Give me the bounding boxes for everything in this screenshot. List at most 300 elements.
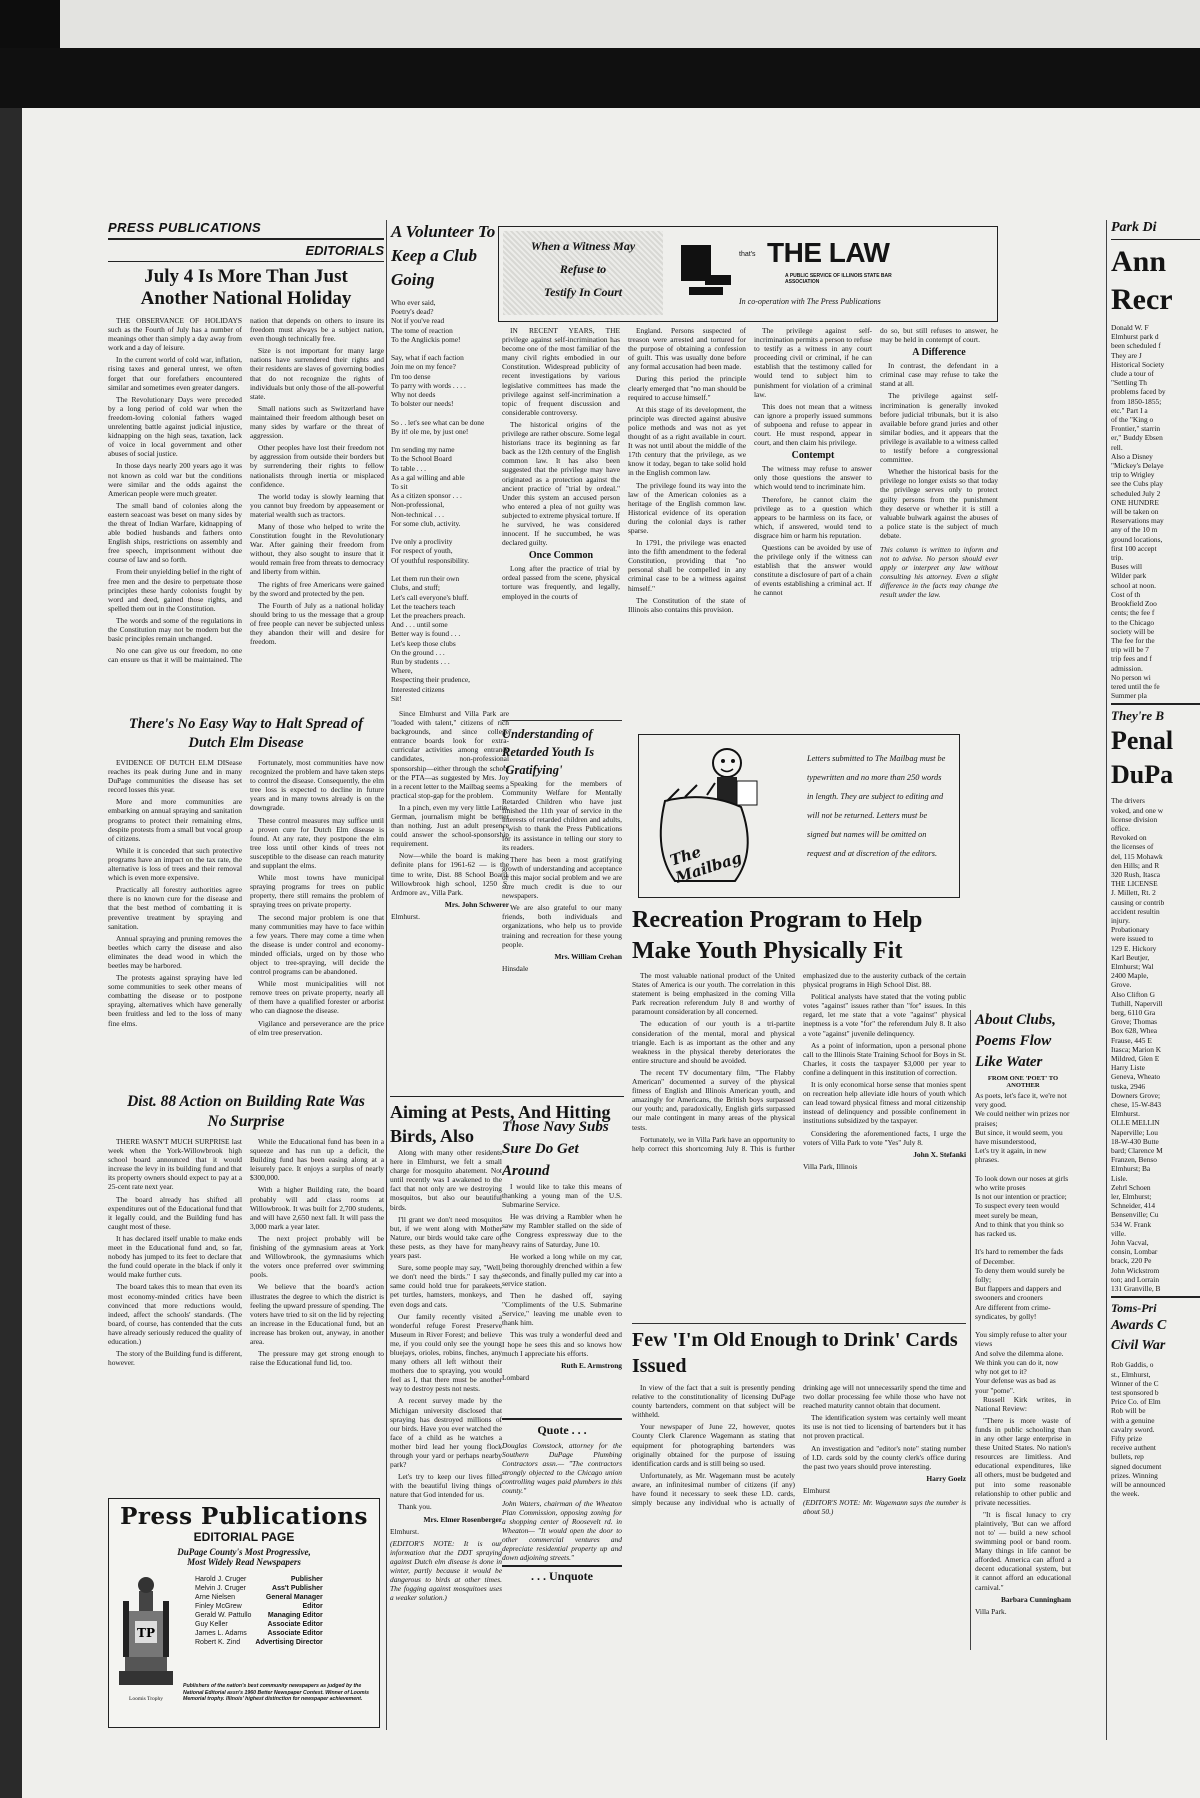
headline-retarded: Understanding of Retarded Youth Is 'Gratifying' — [502, 727, 595, 777]
paragraph: He worked a long while on my car, being thoroughly drenched within a few seconds, and finally pulled my car into a service station. — [502, 1251, 622, 1288]
text-line: 131 Granville, B — [1111, 1284, 1161, 1294]
paragraph: These control measures may suffice until a proven cure for Dutch Elm disease is found. At any rate, they postpone the elm tree loss until other kinds of trees not susceptible to the disease can reach maturity and supplant the elms. — [250, 815, 384, 871]
law-header-left — [503, 231, 663, 315]
text-line: 129 E. Hickory — [1111, 943, 1157, 953]
text-line: Interested citizens — [391, 684, 445, 694]
right-big-head: Awards C — [1111, 1318, 1167, 1334]
paragraph: A recent survey made by the Michigan university disclosed that spraying has destroyed millions of our birds. Have you ever watched the face of a child as he watches a mother bird lead her young flock through your yard or perhaps nearby park? — [390, 1396, 502, 1470]
text-line: Lisle. — [1111, 1173, 1128, 1183]
text-line: Historical Society — [1111, 359, 1165, 369]
right-text-1 — [1111, 323, 1200, 700]
text-line: will be taken on — [1111, 507, 1159, 517]
text-line: Who ever said, — [391, 298, 436, 307]
quote-label: Quote . . . — [537, 1423, 587, 1437]
mailbag-icon — [645, 741, 765, 891]
paragraph: The protests against spraying have led some communities to seek other means of combatting the disease or to postpone spraying, alternatives which have generally been fruitless and led to the loss of many fine elms. — [108, 973, 242, 1028]
divider — [108, 238, 384, 240]
paragraph: During this period the principle clearly emerged that "no man should be required to accuse himself." — [628, 374, 746, 402]
svg-text:TP: TP — [137, 1626, 155, 1640]
text-line: ONE HUNDRE — [1111, 497, 1159, 507]
text-line: To the Anglickis pome! — [391, 334, 461, 344]
text-line: test sponsored b — [1111, 1387, 1159, 1397]
text-line: etc." Part I a — [1111, 405, 1148, 415]
paragraph: This does not mean that a witness can ignore a properly issued summons of subpoena and refuse to appear in court. He must respond, appear in court, and then claim his privilege. — [754, 401, 872, 448]
text-line: Price Co. of Elm — [1111, 1397, 1161, 1407]
subhead-contempt: Contempt — [791, 450, 835, 462]
text-line: tuska, 2946 — [1111, 1081, 1146, 1091]
text-line: see the Cubs play — [1111, 479, 1163, 489]
paragraph: Annual spraying and pruning removes the beetles which carry the disease and also eliminates the dead wood in which the beetles may be harbored. — [108, 933, 242, 970]
elm-body — [108, 758, 384, 1088]
headline-july4: July 4 Is More Than Just Another National Holiday — [140, 266, 352, 309]
paragraph: The Constitution of the state of Illinois also contains this provision. — [628, 595, 746, 614]
headline-recreation: Recreation Program to Help Make Youth Physically Fit — [632, 907, 923, 964]
text-line: On the ground . . . — [391, 647, 445, 657]
law-header-line: Refuse to — [559, 262, 607, 276]
paragraph: The privilege against self-incrimination permits a person to refuse to testify as a witness in any court proceeding civil or criminal, if he can establish that the testimony called for would tend to subject him to punishment for violation of a criminal law. — [754, 326, 872, 399]
aiming-body — [390, 1148, 502, 1708]
text-line: Better way is found . . . — [391, 629, 461, 639]
text-line — [975, 1165, 1071, 1174]
staff-row — [193, 1629, 325, 1638]
paragraph: From their unyielding belief in the right of free men and the desire to perpetuate those principles these hardy colonists fought by word and deed, gained those rights, and spelled them out in the Constitution. — [108, 567, 242, 613]
mailbag-label: The Mailbag — [667, 842, 744, 887]
paragraph: In those days nearly 200 years ago it was not known as cold war but the conditions were similar and the odds against the American people were much greater. — [108, 461, 242, 498]
text-line: For respect of youth, — [391, 546, 453, 556]
text-line: But since, it would seem, you have misunderstood, — [975, 1127, 1063, 1147]
paragraph: The Fourth of July as a national holiday should bring to us the message that a group of free people can never be subjected unless they abandon their will and desire for freedom. — [250, 600, 384, 647]
paragraph: Sure, some people may say, "Well, we don't need the birds." I say the same could hold true for parakeets, pet turtles, hamsters, monkeys, and even dogs and cats. — [390, 1263, 502, 1309]
poems-column — [970, 1010, 1071, 1650]
paragraph: The world today is slowly learning that you cannot buy freedom by appeasement or material wealth such as tractors. — [250, 491, 384, 519]
text-line — [391, 408, 509, 417]
staff-name: Guy Keller — [195, 1621, 228, 1628]
text-line — [391, 344, 509, 353]
paragraph: Questions can be avoided by use of the privilege only if the witness can establish that the answer would constitute a disclosure of part of a chain of events establishing a criminal act. If he cannot — [754, 542, 872, 598]
text-line: trip fees and f — [1111, 654, 1152, 664]
text-line: Grove. — [1111, 980, 1132, 990]
text-line: ton; and Lorrain — [1111, 1274, 1160, 1284]
paragraph: Speaking for the members of Community Welfare for Mentally Retarded Children who have just finished the 11th year of service in the interests of retarded children and adults, I wish to thank the Press Publications for its assistance in telling our story to its readers. — [502, 779, 622, 852]
text-line: Rob Gaddis, o — [1111, 1360, 1154, 1370]
paragraph: Fortunately, most communities have now recognized the problem and have taken steps to control the disease. Consequently, the elm tree loss is expected to decline in future years and in many towns already is on the downgrade. — [250, 758, 384, 813]
staff-row — [193, 1575, 325, 1584]
text-line: Franzen, Benso — [1111, 1155, 1157, 1165]
paragraph: This was truly a wonderful deed and I hope he sees this and so knows how much I appreciate his efforts. — [502, 1330, 622, 1358]
text-line: Let's call everyone's bluff. — [391, 592, 469, 602]
text-line: As a citizen sponsor . . . — [391, 491, 462, 501]
paragraph: In the current world of cold war, inflation, rising taxes and general unrest, we often forget that our forefathers encountered similar and sometimes even greater dangers. — [108, 355, 242, 392]
paragraph: The rights of free Americans were gained by the sword and protected by the pen. — [250, 579, 384, 598]
divider — [1111, 703, 1200, 705]
recreation-body — [632, 971, 966, 1311]
text-line: Zehrl Schoen — [1111, 1182, 1151, 1192]
text-line — [391, 528, 509, 537]
paragraph: The words and some of the regulations in the Constitution may not be modern but the basic principles remain unchanged. — [108, 615, 242, 644]
text-line: Tuthill, Napervill — [1111, 998, 1163, 1008]
text-line: We think you can do it, now why not get to it? — [975, 1357, 1059, 1377]
text-line: to the Chicago — [1111, 617, 1155, 627]
poems-from-line: FROM ONE 'POET' TO ANOTHER — [987, 1075, 1059, 1089]
drink-cards-letter — [632, 1323, 966, 1624]
text-line: John Wickstrom — [1111, 1265, 1160, 1275]
text-line: Elmhurst park d — [1111, 332, 1159, 342]
text-line: rell. — [1111, 442, 1123, 452]
text-line: THE LICENSE — [1111, 879, 1158, 889]
paragraph: The story of the Building fund is different, however. — [108, 1349, 242, 1368]
text-line: problems faced by — [1111, 387, 1166, 397]
unquote-label: . . . Unquote — [502, 1565, 622, 1584]
law-logo-small: that's — [739, 251, 756, 258]
headline-dist88: Dist. 88 Action on Building Rate Was No Surprise — [127, 1093, 365, 1130]
staff-row — [193, 1638, 325, 1647]
paragraph: While most towns have municipal spraying programs for trees on public property, there still remains the problem of spraying trees on private property. — [250, 873, 384, 910]
text-line: society will be — [1111, 626, 1155, 636]
text-line: will be announced — [1111, 1479, 1166, 1489]
editors-note: (EDITOR'S NOTE: It is our information that the DDT spraying against Dutch elm disease is done in winter, partly because it would be dangerous to birds at other times. The fogging against mosquitoes uses a weaker solution.) — [390, 1538, 502, 1603]
right-head: They're B — [1111, 708, 1165, 724]
text-line: The drivers — [1111, 796, 1145, 806]
text-line: "Mickey's Delaye — [1111, 461, 1164, 471]
paragraph: In view of the fact that a suit is presently pending relative to the constitutionality of licensing DuPage county bartenders, comment on that subject will be withheld. — [632, 1383, 795, 1420]
right-edge-column — [1106, 220, 1200, 1740]
paragraph: Political analysts have stated that the voting public votes "against" issues rather than "for" issues. In this regard, let me state that a vote "against" physical ineptness is a vote "for" the referendum July 8. It also a vote "against" juvenile delinquency. — [803, 992, 966, 1038]
text-line: bard; Clarence M — [1111, 1146, 1163, 1156]
text-line: 534 W. Frank — [1111, 1219, 1152, 1229]
paragraph: In contrast, the defendant in a criminal case may refuse to take the stand at all. — [880, 361, 998, 389]
signature-town: Hinsdale — [502, 963, 529, 973]
masthead-title: Press Publications — [120, 1503, 368, 1530]
text-line: Join me on my fence? — [391, 362, 456, 372]
text-line: Clubs, and stuff; — [391, 583, 440, 593]
text-line: 18-W-430 Butte — [1111, 1136, 1159, 1146]
text-line: Let's keep those clubs — [391, 638, 456, 648]
staff-row — [193, 1611, 325, 1620]
scan-corner — [0, 0, 60, 48]
staff-row — [193, 1593, 325, 1602]
paragraph: While most municipalities will not remove trees on private property, nearly all of them have a qualified forester or arborist who can diagnose the disease. — [250, 979, 384, 1016]
text-line: I'm sending my name — [391, 445, 455, 455]
paragraph: The recent TV documentary film, "The Flabby American" documented a survey of the physical fitness of English and Illinois American youth, and amazingly for Americans, the British boys surpassed our youth; and, paradoxically, English girls surpassed our male contingent in many areas of the physical tests. — [632, 1067, 795, 1132]
text-line: trip. — [1111, 553, 1124, 563]
text-line: Downers Grove; — [1111, 1090, 1161, 1100]
text-line: Brookfield Zoo — [1111, 599, 1157, 609]
headline-drink: Few 'I'm Old Enough to Drink' Cards Issued — [632, 1329, 958, 1377]
text-line: To look down our noses at girls who write proses — [975, 1173, 1069, 1193]
quote-item: Douglas Comstock, attorney for the Southern DuPage Plumbing Contractors assn.— "The contractors strongly objected to the Chicago union controlling wages paid plumbers in this county." — [502, 1441, 622, 1496]
law-header-line: Testify In Court — [543, 285, 623, 299]
paragraph: At this stage of its development, the principle was directed against abusive police methods and was not as yet thought of as a right available in court. It was not until about the middle of the 17th century that the privilege, as we know it today, began to take solid hold in the English common law. — [628, 404, 746, 478]
right-big-head: Recr — [1111, 283, 1173, 316]
paragraph: EVIDENCE OF DUTCH ELM DISease reaches its peak during June and in many DuPage communities the disease has set record losses this year. — [108, 758, 242, 795]
staff-table — [193, 1575, 325, 1647]
paragraph: Long after the practice of trial by ordeal passed from the scene, physical torture was frequently, and legally, employed in the courts of — [502, 564, 620, 601]
text-line: trip will be 7 — [1111, 645, 1149, 655]
text-line: Cost of th — [1111, 589, 1141, 599]
text-line: To bolster our needs! — [391, 399, 454, 409]
text-line: Box 628, Whea — [1111, 1026, 1158, 1036]
text-line: And solve the dilemma alone. — [975, 1348, 1064, 1358]
text-line: Elmhurst; Wal — [1111, 961, 1154, 971]
text-line: Buses will — [1111, 562, 1143, 572]
text-line: prizes. Winning — [1111, 1470, 1158, 1480]
paragraph: Along with many other residents here in Elmhurst, we felt a small charge for mosquito abatement. Not until recently was I awakened to the fact that not only are we destroying mosquitos, but also our beautiful birds. — [390, 1148, 502, 1212]
the-law-box — [498, 226, 998, 322]
paragraph: Thank you. — [398, 1502, 432, 1512]
signature-town: Elmhurst. — [390, 1526, 419, 1536]
paragraph: THE OBSERVANCE OF HOLIDAYS such as the Fourth of July has a number of meanings other than simply a day away from work and a day of leisure. — [108, 316, 242, 353]
paragraph: I would like to take this means of thanking a young man of the U.S. Submarine Service. — [502, 1182, 622, 1210]
text-line: tered until the fe — [1111, 681, 1160, 691]
editorials-label: EDITORIALS — [305, 243, 384, 258]
paragraph: It is only economical horse sense that monies spent on recreation help alleviate idle hours of youth which can lead toward physical fitness and moral citizenship instead of delinquency and possible confinement in institutions subsidized by the taxpayer. — [803, 1080, 966, 1126]
masthead-tagline: Most Widely Read Newspapers — [187, 1557, 301, 1567]
staff-name: Melvin J. Cruger — [195, 1585, 246, 1592]
masthead-subtitle: EDITORIAL PAGE — [193, 1530, 295, 1544]
text-line: J. Millett, Rt. 2 — [1111, 888, 1156, 898]
poems-poem — [975, 1091, 1071, 1395]
paragraph: More and more communities are embarking on annual spraying and sanitation programs to protect their remaining elms, despite protests from a small but vocal group of citizens. — [108, 797, 242, 843]
paragraph: The witness may refuse to answer only those questions the answer to which would tend to incriminate him. — [754, 464, 872, 492]
text-line: Frause, 445 E — [1111, 1035, 1152, 1045]
text-line: admission. — [1111, 663, 1143, 673]
signature-town: Villa Park, Illinois — [803, 1161, 858, 1171]
text-line: Winner of the C — [1111, 1378, 1159, 1388]
signature: Barbara Cunningham — [1000, 1594, 1071, 1604]
paragraph: The historical origins of the privilege are rather obscure. Some legal historians trace its beginning as far back as the 12th century of the English common law. It has also been suggested that the privilege may have originated as a protection against the ancient practice of "trial by ordeal." Under this system an accused person who entered a plea of not guilty was subjected to extreme physical torture. If he survived, he was considered innocent. If he succumbed, he was declared guilty. — [502, 419, 620, 548]
text-line: trip to Wrigley — [1111, 470, 1155, 480]
text-line: To sit — [391, 482, 408, 492]
recreation-letter — [632, 905, 966, 1315]
staff-role: Associate Editor — [267, 1621, 323, 1628]
text-line: cents; the fee f — [1111, 608, 1155, 618]
text-line: OLLE MELLIN — [1111, 1118, 1160, 1128]
text-line: Let's try it again, in new phrases. — [975, 1146, 1047, 1165]
text-line: voked, and one w — [1111, 805, 1164, 815]
text-line: Karl Beutjer, — [1111, 952, 1150, 962]
paragraph: As a point of information, upon a personal phone call to the Illinois State Training School for Boys in St. Charles, it costs the taxpayer $3,000 per year to confine a delinquent in this institution of correction. — [803, 1040, 966, 1077]
text-line: Bensenville; Cu — [1111, 1210, 1159, 1220]
text-line: been scheduled f — [1111, 341, 1161, 351]
text-line: license division — [1111, 814, 1158, 824]
text-line: I've only a proclivity — [391, 537, 453, 547]
divider — [1111, 1296, 1200, 1298]
divider — [1111, 239, 1200, 240]
staff-role: Publisher — [290, 1576, 323, 1583]
text-line: del, 115 Mohawk — [1111, 851, 1163, 861]
text-line: Summer pla — [1111, 691, 1147, 701]
paragraph: Your newspaper of June 22, however, quotes County Clerk Clarence Wagemann as stating that equipment for photographing bartenders was originally obtained for the purpose of issuing identification cards and is still being so used. — [632, 1422, 795, 1468]
text-line: Let the teachers teach — [391, 601, 456, 611]
paragraph: England. Persons suspected of treason were arrested and tortured for the purpose of obtaining a confession of guilt. This was usually done before any formal accusation had been made. — [628, 326, 746, 372]
text-line: ground locations, — [1111, 534, 1163, 544]
text-line: Rob will be — [1111, 1406, 1146, 1416]
right-text-2 — [1111, 796, 1200, 1293]
law-col-4 — [880, 326, 998, 711]
text-line: So . . let's see what can be done — [391, 417, 485, 427]
paragraph: The small band of colonies along the eastern seacoast was beset on many sides by the threat of Indian Warfare, kidnapping of able bodied husbands and fathers onto English ships, restrictions on assembly and free speech, imprisonment without due course of law and so forth. — [108, 500, 242, 565]
paragraph: Now—while the board is making definite plans for 1961-62 — is the time to write, Dist. 88 School Board, Willowbrook high school, 1250 S. Ardmore av., Villa Park. — [391, 851, 509, 897]
left-editorial-column — [108, 220, 384, 1730]
trophy-label: Loomis Trophy — [128, 1696, 164, 1702]
text-line: Naperville; Lou — [1111, 1127, 1158, 1137]
text-line: Say, what if each faction — [391, 353, 464, 363]
gavel-icon — [675, 239, 735, 299]
law-col-3 — [754, 326, 872, 711]
text-line: To suspect every teen would meet surely be mean, — [975, 1201, 1060, 1220]
text-line — [391, 565, 509, 574]
headline-aiming: Aiming at Pests, And Hitting Birds, Also — [390, 1102, 611, 1146]
editors-note: (EDITOR'S NOTE: Mr. Wagemann says the number is about 50.) — [803, 1498, 966, 1517]
paragraph: Russell Kirk writes, in National Review: — [975, 1394, 1071, 1413]
volunteer-poem — [391, 298, 509, 703]
text-line: Where, — [391, 666, 413, 676]
text-line: office. — [1111, 823, 1130, 833]
staff-role: Associate Editor — [267, 1630, 323, 1637]
staff-row — [193, 1620, 325, 1629]
right-big-head: DuPa — [1111, 760, 1174, 790]
headline-poems: About Clubs, Poems Flow Like Water — [975, 1012, 1056, 1070]
text-line — [975, 1238, 1071, 1247]
right-big-head: Ann — [1111, 245, 1167, 278]
text-line: bullets, rep — [1111, 1452, 1144, 1462]
staff-role: Ass't Publisher — [272, 1585, 323, 1592]
paragraph: The second major problem is one that many communities may have to face within a few years. There may come a time when the disease is under control and economy-minded officials, urged on by those who object to tree-spraying, will decide the control programs can be abandoned. — [250, 912, 384, 977]
staff-role: Editor — [302, 1603, 323, 1610]
text-line: Non-technical . . . — [391, 509, 444, 519]
text-line: first 100 accept — [1111, 543, 1157, 553]
text-line: Of youthful responsibility. — [391, 555, 470, 565]
text-line: Probationary — [1111, 925, 1150, 935]
text-line: The fee for the — [1111, 635, 1155, 645]
paragraph: While it is conceded that such protective programs have an impact on the tax rate, the alternative is loss of trees and their removal which is even more expensive. — [108, 845, 242, 883]
mailbag-box — [638, 734, 960, 898]
text-line: And . . . until some — [391, 620, 448, 630]
right-head: Park Di — [1111, 220, 1157, 235]
paragraph: In 1791, the privilege was enacted into the fifth amendment to the federal Constitution, providing that "no personal shall be compelled in any criminal case to be a witness against himself." — [628, 538, 746, 593]
text-line: Are different from crime-syndicates, by golly! — [975, 1302, 1051, 1321]
masthead-footer: Publishers of the nation's best community newspapers as judged by the National Editorial assn's 1960 Better Newspaper Contest. Winner of Loomis Memorial trophy. Illinois' highest distinction for newspaper achievement. — [183, 1683, 369, 1702]
text-line: To deny them would surely be folly; — [975, 1265, 1065, 1285]
mailbag-notice: Letters submitted to The Mailbag must be typewritten and no more than 250 words in length. They are subject to editing and will not be returned. Letters must be signed but names will be omitted on request and at discretion of the editors. — [807, 754, 946, 858]
text-line: clude a tour of — [1111, 369, 1154, 379]
paragraph: He was driving a Rambler when he saw my Rambler stalled on the side of the Congress expressway due to the heavy rains of Saturday, June 10. — [502, 1212, 622, 1249]
right-head: Toms-Pri — [1111, 1301, 1157, 1316]
signature-town: Lombard — [502, 1372, 530, 1382]
headline-navy: Those Navy Subs Sure Do Get Around — [502, 1119, 609, 1179]
text-line — [391, 436, 509, 445]
text-line: causing or contrib — [1111, 897, 1165, 907]
text-line: 320 Rush, Itasca — [1111, 869, 1161, 879]
paragraph: The privilege against self-incrimination is generally invoked before judicial tribunals, but it is also available before grand juries and other similar bodies, and it appears that the privilege is available to a witness called to testify before a congressional committee. — [880, 391, 998, 465]
text-line: The tome of reaction — [391, 325, 453, 335]
signature-town: Elmhurst — [803, 1485, 831, 1495]
dist88-body — [108, 1137, 384, 1373]
headline-elm: There's No Easy Way to Halt Spread of Dutch Elm Disease — [128, 716, 364, 751]
text-line: Mildred, Glen E — [1111, 1054, 1160, 1064]
text-line: For some club, activity. — [391, 518, 461, 528]
july4-body — [108, 316, 384, 711]
text-line: signed document — [1111, 1461, 1162, 1471]
text-line: consin, Lombar — [1111, 1247, 1158, 1257]
paragraph: Then he dashed off, saying "Compliments of the U.S. Submarine Service," leaving me unable even to thank him. — [502, 1291, 622, 1328]
staff-name: Harold J. Cruger — [195, 1576, 247, 1583]
text-line: They are J — [1111, 350, 1142, 360]
text-line: It's hard to remember the fads of December. — [975, 1247, 1064, 1266]
text-line: John Vacval, — [1111, 1238, 1149, 1248]
text-line: Respecting their prudence, — [391, 675, 471, 685]
text-line: To parry with words . . . . — [391, 380, 466, 390]
text-line: 2400 Maple, — [1111, 971, 1149, 981]
text-line: Also a Disney — [1111, 451, 1153, 461]
masthead-box — [108, 1498, 380, 1728]
text-line: Reservations may — [1111, 516, 1164, 526]
scan-dark-margin — [0, 48, 1200, 108]
paragraph: Fortunately, we in Villa Park have an opportunity to help correct this shortcoming July 8. This is further emphasized due to the austerity cutback of the certain physical programs in High School Dist. 88. — [632, 971, 966, 1153]
paragraph: The privilege found its way into the law of the American colonies as a heritage of the English common law. Historical evidence of its operation during the colonial days is rather sparse. — [628, 480, 746, 535]
signature: Ruth E. Armstrong — [561, 1360, 622, 1370]
law-col-1 — [502, 326, 620, 711]
paragraph: The next project probably will be finishing of the gymnasium areas at York and Willowbrook, the gymnasiums which the voters once preferred over swimming pools. — [250, 1233, 384, 1280]
newspaper-page — [22, 108, 1200, 1798]
paragraph: Practically all forestry authorities agree there is no known cure for the disease and that the best method of combatting it is preventive treatment by spraying and sanitation. — [108, 885, 242, 931]
paragraph: While the Educational fund has been in a squeeze and has run up a deficit, the Building fund has been easing along at a leisurely pace. It enjoys a surplus of nearly $300,000. — [250, 1137, 384, 1183]
staff-name: Finley McGrew — [195, 1603, 242, 1610]
paragraph: The most valuable national product of the United States of America is our youth. The correlation in this statement is being emphasized in the coming Villa Park recreation referendum July 8 and worthy of paramount consideration by all concerned. — [632, 971, 795, 1017]
paragraph: The Revolutionary Days were preceded by a long period of cold war when the freedom-loving colonial fathers waged unrelenting battle against judicial injustice, kidnapping on the high seas, taxation, lack of voice in local government and other abuses of social justice. — [108, 394, 242, 459]
text-line: Geneva, Wheato — [1111, 1072, 1161, 1082]
text-line: the licenses of — [1111, 842, 1154, 852]
text-line: Why not deeds — [391, 390, 436, 400]
paragraph: Vigilance and perseverance are the price of elm tree preservation. — [250, 1018, 384, 1037]
signature-town: Elmhurst. — [391, 911, 420, 921]
signature: Mrs. William Crehan — [554, 951, 622, 961]
paragraph: Since Elmhurst and Villa Park are "loaded with talent," citizens of rich backgrounds, and since college entrance boards look for extra-curricular activities among entrance candidates, non-professional sponsorship—either through the school or the PTA—as suggested by Mrs. Joy in a recent letter to the Mailbag seems a practical stop-gap for the problem. — [391, 708, 509, 800]
text-line: brack, 220 Pe — [1111, 1256, 1152, 1266]
staff-name: Robert K. Zind — [195, 1639, 241, 1646]
text-line: the week. — [1111, 1489, 1140, 1499]
paragraph: Considering the aforementioned facts, I urge the voters of Villa Park to vote "Yes" July 8. — [803, 1128, 966, 1147]
paragraph: Size is not important for many large nations have surrendered their rights and their residents are slaves of governing bodies that do not recognize the rights of individuals but only those of the all-powerful state. — [250, 346, 384, 401]
staff-name: Gerald W. Pattullo — [195, 1612, 252, 1619]
text-line — [975, 1321, 1071, 1330]
text-line: with a genuine — [1111, 1415, 1155, 1425]
text-line: any of the 10 m — [1111, 525, 1158, 535]
section-title: PRESS PUBLICATIONS — [108, 220, 262, 235]
paragraph: The board takes this to mean that even its most economy-minded critics have been convinced that more reductions would, indeed, affect the schools' standards. (The board, of course, has contended that the cuts have already seriously reduced the quality of education.) — [108, 1282, 242, 1346]
right-big-head: Penal — [1111, 726, 1174, 756]
text-line: By it! ole me, by just one! — [391, 426, 469, 436]
paragraph: The education of our youth is a tri-partite consideration of the mental, moral and physical triangle. Each is as important as the other and any weakness in the physical thereby deteriorates the entire structure and should be avoided. — [632, 1019, 795, 1065]
masthead-tagline: DuPage County's Most Progressive, — [177, 1547, 311, 1557]
text-line: school at noon. — [1111, 580, 1156, 590]
text-line: scheduled July 2 — [1111, 488, 1161, 498]
text-line: Your defense was as bad as your "pome". — [975, 1376, 1056, 1395]
staff-role: General Manager — [265, 1594, 323, 1601]
paragraph: "It is fiscal lunacy to cry plaintively, 'But can we afford not to' — build a new school swimming pool or band room. Many things in life cannot be afforded. America can afford a decent educational system, but it cannot afford an educational carnival." — [975, 1509, 1071, 1592]
text-line: Let them run their own — [391, 574, 460, 584]
text-line: Non-professional, — [391, 500, 445, 510]
text-line: chese, 15-W-843 — [1111, 1100, 1162, 1110]
text-line: Schneider, 414 — [1111, 1201, 1156, 1211]
paragraph: THERE WASN'T MUCH SURPRISE last week when the York-Willowbrook high school board announced that it would increase the levy in its building fund and that its property owners should expect to pay at a 25-cent rate next year. — [108, 1137, 242, 1192]
signature: Mrs. John Schwerer — [444, 899, 509, 909]
text-line: Harry Liste — [1111, 1063, 1145, 1073]
text-line: Is not our intention or practice; — [975, 1192, 1067, 1202]
paragraph: We are also grateful to our many friends, both individuals and organizations, who help us to provide training and recreation for these young people. — [502, 903, 622, 949]
text-line: ville. — [1111, 1228, 1126, 1238]
text-line: of the "King o — [1111, 415, 1154, 425]
